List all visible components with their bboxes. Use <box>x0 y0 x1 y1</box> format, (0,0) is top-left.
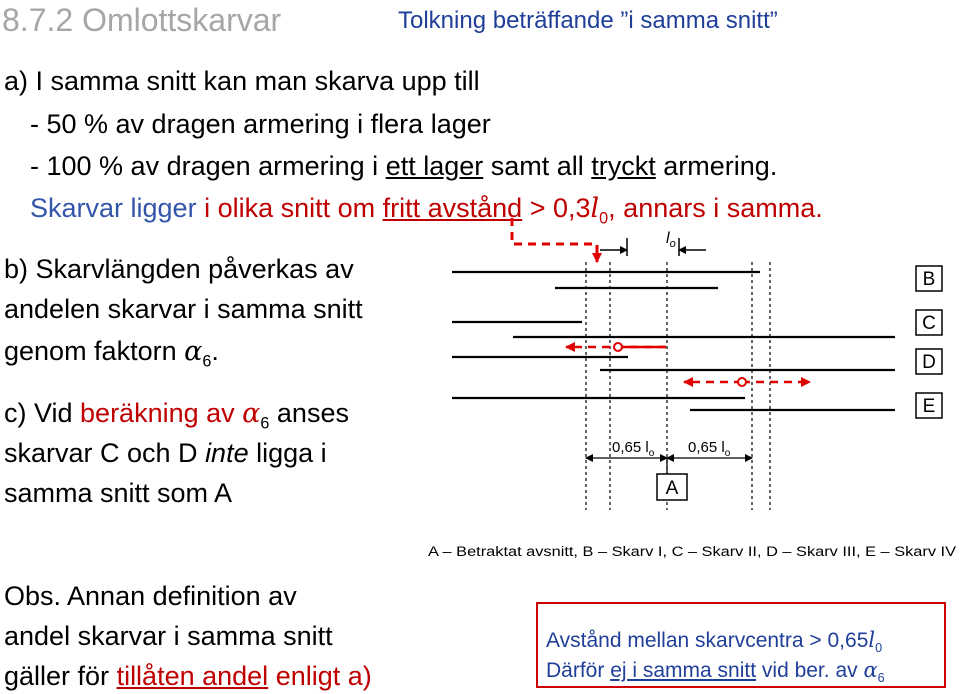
alpha-symbol: α <box>863 658 878 682</box>
section-a-line-1: a) I samma snitt kan man skarva upp till <box>4 66 480 96</box>
subscript: 0 <box>599 209 609 228</box>
rebar-lines <box>452 272 895 410</box>
page-title: 8.7.2 Omlottskarvar <box>2 2 282 38</box>
box-b-label: B <box>922 269 936 290</box>
text-run: gäller för <box>4 661 117 691</box>
legend-boxes <box>916 266 942 418</box>
subscript: 6 <box>260 414 270 433</box>
l0-label: $l_o$ <box>666 230 676 250</box>
l-symbol: l <box>868 628 876 652</box>
section-b-line-1: b) Skarvlängden påverkas av <box>4 254 354 284</box>
red-dashed-leader <box>512 218 597 262</box>
red-text: , annars i samma. <box>608 193 823 223</box>
red-text: enligt a) <box>268 661 372 691</box>
section-b-line-2: andelen skarvar i samma snitt <box>4 294 363 324</box>
box-e-label: E <box>922 396 936 417</box>
page-subtitle: Tolkning beträffande ”i samma snitt” <box>398 7 778 34</box>
diagram-legend: A – Betraktat avsnitt, B – Skarv I, C – Skarv II, D – Skarv III, E – Skarv IV <box>428 544 956 559</box>
text-run: Skarvar ligger <box>30 193 205 223</box>
red-text: i olika snitt om <box>204 193 383 223</box>
text-run: genom faktorn <box>4 336 185 366</box>
text-run: samt all <box>483 151 592 181</box>
box-d-label: D <box>922 352 936 373</box>
obs-line-2: andel skarvar i samma snitt <box>4 621 333 651</box>
alpha-symbol: α <box>184 336 203 367</box>
red-underlined-text: tillåten andel <box>116 661 269 691</box>
splice-center-c <box>614 343 622 351</box>
dim-065-l0 <box>586 439 752 474</box>
italic-text: inte <box>205 438 249 468</box>
text-run: ligga i <box>248 438 327 468</box>
text-run: . <box>211 336 219 366</box>
subscript: 6 <box>877 671 885 686</box>
dim-left-label: 0,65 $l_o$ <box>612 439 655 459</box>
underlined-text: ej i samma snitt <box>610 659 757 682</box>
red-splice-arrows <box>566 343 810 386</box>
obs-line-1: Obs. Annan definition av <box>4 581 297 611</box>
dim-right-label: 0,65 $l_o$ <box>688 439 731 459</box>
text-run: Avstånd mellan skarvcentra > 0,65 <box>546 629 869 652</box>
text-run: - 100 % av dragen armering i <box>30 151 386 181</box>
text-run: skarvar C och D <box>4 438 206 468</box>
l-symbol: l <box>590 193 600 224</box>
red-underlined-text: fritt avstånd <box>382 193 523 223</box>
l0-dimension <box>600 230 706 256</box>
subscript: 0 <box>875 641 883 656</box>
red-text: beräkning av <box>80 398 235 428</box>
text-run: anses <box>269 398 349 428</box>
subscript: 6 <box>202 352 212 371</box>
splice-center-d <box>738 378 746 386</box>
section-c-line-3: samma snitt som A <box>4 478 233 508</box>
box-c-label: C <box>922 313 936 334</box>
red-text: > 0,3 <box>522 193 591 223</box>
alpha-symbol: α <box>242 398 261 429</box>
box-a-label: A <box>665 478 679 499</box>
underlined-text: tryckt <box>591 151 656 181</box>
box-a <box>657 474 687 500</box>
text-run: Därför <box>546 659 611 682</box>
text-run: armering. <box>655 151 778 181</box>
text-run: c) Vid <box>4 398 81 428</box>
text-run: vid ber. av <box>756 659 864 682</box>
section-a-line-2: - 50 % av dragen armering i flera lager <box>30 109 491 139</box>
underlined-text: ett lager <box>385 151 484 181</box>
